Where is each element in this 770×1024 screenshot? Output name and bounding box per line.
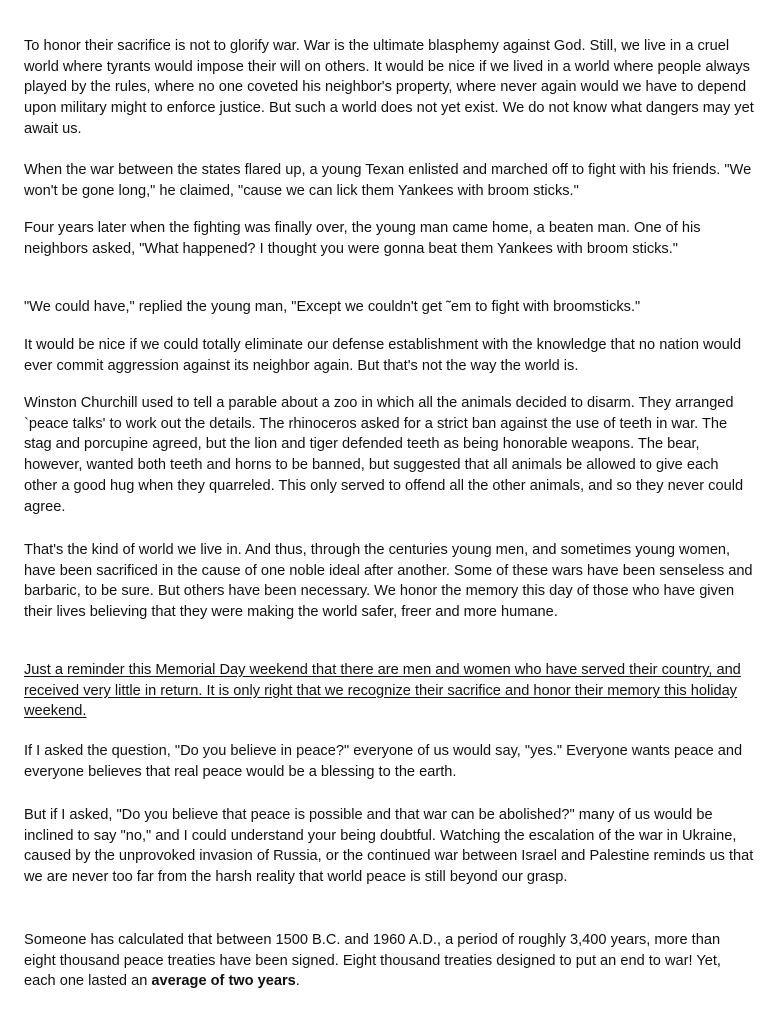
paragraph-churchill-parable: Winston Churchill used to tell a parable about a zoo in which all the animals decided to disarm. They arranged `peace talks' to work out the details. The rhinoceros asked for a strict ban against the use of teeth in war. The stag and porcupine agreed, but the lion and tiger defended teeth as being honorable weapons. The bear, however, wanted both teeth and horns to be banned, but suggested that all animals be allowed to give each other a good hug when they quarreled. This only served to offend all the other animals, and so they never could agree. [24, 395, 744, 515]
paragraph-peace-treaties [24, 930, 754, 992]
average-two-years-bold: average of two years [151, 973, 296, 990]
paragraph-world-we-live-in: That's the kind of world we live in. And thus, through the centuries young men, and sometimes young women, have been sacrificed in the cause of one noble ideal after another. Some of these wars have been senseless and barbaric, to be sure. But others have been necessary. We honor the memory this day of those who have given their lives believing that they were making the world safer, freer and more humane. [24, 542, 753, 621]
paragraph-memorial-day-reminder: Just a reminder this Memorial Day weekend that there are men and women who have served their country, and received very little in return. It is only right that we recognize their sacrifice and honor their memory this holiday weekend. [24, 662, 741, 720]
paragraph-sacrifice: To honor their sacrifice is not to glorify war. War is the ultimate blasphemy against God. Still, we live in a cruel world where tyrants would impose their will on others. It would be nice if we lived in a world where people always played by the rules, where no one coveted his neighbor's property, where never again would we have to depend upon military might to enforce justice. But such a world does not yet exist. We do not know what dangers may yet await us. [24, 38, 754, 137]
paragraph-defense: It would be nice if we could totally eliminate our defense establishment with the knowledge that no nation would ever commit aggression against its neighbor again. But that's not the way the world is. [24, 337, 742, 374]
paragraph-four-years-later: Four years later when the fighting was finally over, the young man came home, a beaten man. One of his neighbors asked, "What happened? I thought you were gonna beat them Yankees with broom sticks." [24, 220, 701, 257]
paragraph-young-texan: When the war between the states flared up, a young Texan enlisted and marched off to fight with his friends. "We won't be gone long," he claimed, "cause we can lick them Yankees with broom sticks." [24, 162, 752, 199]
treaties-end: . [295, 973, 300, 990]
paragraph-believe-in-peace: If I asked the question, "Do you believe in peace?" everyone of us would say, "yes." Everyone wants peace and everyone believes that real peace would be a blessing to the earth. [24, 743, 743, 780]
treaties-text: Someone has calculated that between 1500 B.C. and 1960 A.D., a period of roughly 3,400 years, more than eight thousand peace treaties have been signed. Eight thousand treaties designed to put an end to war! Yet, each one lasted an [24, 932, 721, 990]
paragraph-peace-possible: But if I asked, "Do you believe that peace is possible and that war can be abolished?" many of us would be inclined to say "no," and I could understand your being doubtful. Watching the escalation of the war in Ukraine, caused by the unprovoked invasion of Russia, or the continued war between Israel and Palestine reminds us that we are never too far from the harsh reality that world peace is still beyond our grasp. [24, 807, 754, 886]
paragraph-could-have: "We could have," replied the young man, "Except we couldn't get ˜em to fight with broomsticks." [24, 299, 641, 315]
